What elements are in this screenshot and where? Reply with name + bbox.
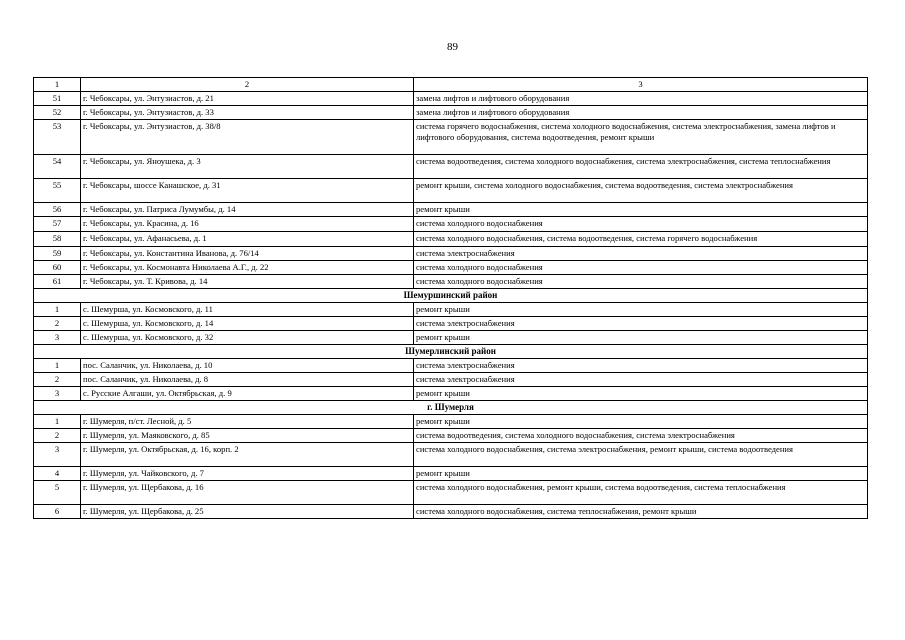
row-number: 57 — [34, 217, 81, 232]
section-header-row — [34, 401, 868, 415]
row-number: 2 — [34, 429, 81, 443]
row-address: г. Шумерля, ул. Щербакова, д. 16 — [81, 481, 414, 505]
section-header-row — [34, 289, 868, 303]
row-address: с. Русские Алгаши, ул. Октябрьская, д. 9 — [81, 387, 414, 401]
row-address: г. Шумерля, ул. Октябрьская, д. 16, корп. 2 — [81, 443, 414, 467]
row-address: г. Шумерля, п/ст. Лесной, д. 5 — [81, 415, 414, 429]
row-address: г. Чебоксары, шоссе Канашское, д. 31 — [81, 179, 414, 203]
row-address: г. Шумерля, ул. Чайковского, д. 7 — [81, 467, 414, 481]
row-number: 59 — [34, 247, 81, 261]
row-work-type: ремонт крыши — [414, 303, 868, 317]
table-row — [34, 275, 868, 289]
section-header-row — [34, 345, 868, 359]
header-col-work: 3 — [414, 78, 868, 92]
row-number: 2 — [34, 317, 81, 331]
row-number: 1 — [34, 359, 81, 373]
row-work-type: ремонт крыши — [414, 203, 868, 217]
section-title: Шемуршинский район — [34, 289, 868, 303]
table-row — [34, 331, 868, 345]
row-address: г. Чебоксары, ул. Патриса Лумумбы, д. 14 — [81, 203, 414, 217]
row-work-type: система горячего водоснабжения, система холодного водоснабжения, система электроснабжения, замена лифтов и лифтового оборудования, система водоотведения, ремонт крыши — [414, 120, 868, 155]
row-number: 58 — [34, 232, 81, 247]
row-work-type: система электроснабжения — [414, 247, 868, 261]
header-col-number: 1 — [34, 78, 81, 92]
table-row — [34, 317, 868, 331]
row-number: 4 — [34, 467, 81, 481]
row-number: 56 — [34, 203, 81, 217]
table-body — [34, 78, 868, 519]
table-row — [34, 203, 868, 217]
table-row — [34, 155, 868, 179]
table-row — [34, 106, 868, 120]
row-work-type: ремонт крыши — [414, 467, 868, 481]
row-work-type: система холодного водоснабжения, система электроснабжения, ремонт крыши, система водоотведения — [414, 443, 868, 467]
row-number: 1 — [34, 415, 81, 429]
row-address: г. Чебоксары, ул. Константина Иванова, д. 76/14 — [81, 247, 414, 261]
table-row — [34, 373, 868, 387]
row-address: с. Шемурша, ул. Космовского, д. 11 — [81, 303, 414, 317]
section-title: Шумерлинский район — [34, 345, 868, 359]
row-work-type: система электроснабжения — [414, 373, 868, 387]
row-work-type: система холодного водоснабжения, система теплоснабжения, ремонт крыши — [414, 505, 868, 519]
table-row — [34, 303, 868, 317]
row-work-type: замена лифтов и лифтового оборудования — [414, 106, 868, 120]
row-address: г. Шумерля, ул. Маяковского, д. 85 — [81, 429, 414, 443]
row-number: 6 — [34, 505, 81, 519]
table-row — [34, 217, 868, 232]
row-work-type: система электроснабжения — [414, 359, 868, 373]
row-address: пос. Саланчик, ул. Николаева, д. 8 — [81, 373, 414, 387]
row-address: г. Шумерля, ул. Щербакова, д. 25 — [81, 505, 414, 519]
row-work-type: ремонт крыши — [414, 415, 868, 429]
row-number: 55 — [34, 179, 81, 203]
row-address: с. Шемурша, ул. Космовского, д. 14 — [81, 317, 414, 331]
table-row — [34, 481, 868, 505]
row-address: г. Чебоксары, ул. Энтузиастов, д. 38/8 — [81, 120, 414, 155]
row-address: г. Чебоксары, ул. Афанасьева, д. 1 — [81, 232, 414, 247]
row-number: 5 — [34, 481, 81, 505]
section-title: г. Шумерля — [34, 401, 868, 415]
table-row — [34, 443, 868, 467]
row-number: 52 — [34, 106, 81, 120]
table-row — [34, 359, 868, 373]
table-row — [34, 120, 868, 155]
row-address: г. Чебоксары, ул. Энтузиастов, д. 33 — [81, 106, 414, 120]
row-address: г. Чебоксары, ул. Яноушека, д. 3 — [81, 155, 414, 179]
table-row — [34, 92, 868, 106]
table-row — [34, 261, 868, 275]
row-number: 61 — [34, 275, 81, 289]
table-row — [34, 387, 868, 401]
row-number: 3 — [34, 331, 81, 345]
row-address: пос. Саланчик, ул. Николаева, д. 10 — [81, 359, 414, 373]
page-number: 89 — [447, 41, 458, 53]
table-row — [34, 247, 868, 261]
row-work-type: система холодного водоснабжения — [414, 217, 868, 232]
row-work-type: система холодного водоснабжения — [414, 275, 868, 289]
table-row — [34, 179, 868, 203]
table-row — [34, 429, 868, 443]
row-work-type: система электроснабжения — [414, 317, 868, 331]
row-number: 53 — [34, 120, 81, 155]
row-work-type: система водоотведения, система холодного водоснабжения, система электроснабжения, система теплоснабжения — [414, 155, 868, 179]
row-work-type: замена лифтов и лифтового оборудования — [414, 92, 868, 106]
row-address: с. Шемурша, ул. Космовского, д. 32 — [81, 331, 414, 345]
row-number: 3 — [34, 387, 81, 401]
row-work-type: ремонт крыши, система холодного водоснабжения, система водоотведения, система электроснабжения — [414, 179, 868, 203]
row-work-type: ремонт крыши — [414, 387, 868, 401]
row-number: 51 — [34, 92, 81, 106]
table-row — [34, 232, 868, 247]
row-address: г. Чебоксары, ул. Космонавта Николаева А.Г., д. 22 — [81, 261, 414, 275]
housing-repair-table — [33, 77, 868, 519]
row-number: 1 — [34, 303, 81, 317]
header-col-address: 2 — [81, 78, 414, 92]
row-number: 54 — [34, 155, 81, 179]
table-header-row — [34, 78, 868, 92]
row-work-type: система холодного водоснабжения — [414, 261, 868, 275]
row-address: г. Чебоксары, ул. Энтузиастов, д. 21 — [81, 92, 414, 106]
table-row — [34, 505, 868, 519]
row-address: г. Чебоксары, ул. Красина, д. 16 — [81, 217, 414, 232]
row-work-type: система холодного водоснабжения, ремонт крыши, система водоотведения, система теплоснабжения — [414, 481, 868, 505]
row-work-type: система холодного водоснабжения, система водоотведения, система горячего водоснабжения — [414, 232, 868, 247]
table-row — [34, 415, 868, 429]
row-work-type: ремонт крыши — [414, 331, 868, 345]
row-work-type: система водоотведения, система холодного водоснабжения, система электроснабжения — [414, 429, 868, 443]
table-row — [34, 467, 868, 481]
row-address: г. Чебоксары, ул. Т. Кривова, д. 14 — [81, 275, 414, 289]
row-number: 2 — [34, 373, 81, 387]
row-number: 3 — [34, 443, 81, 467]
row-number: 60 — [34, 261, 81, 275]
